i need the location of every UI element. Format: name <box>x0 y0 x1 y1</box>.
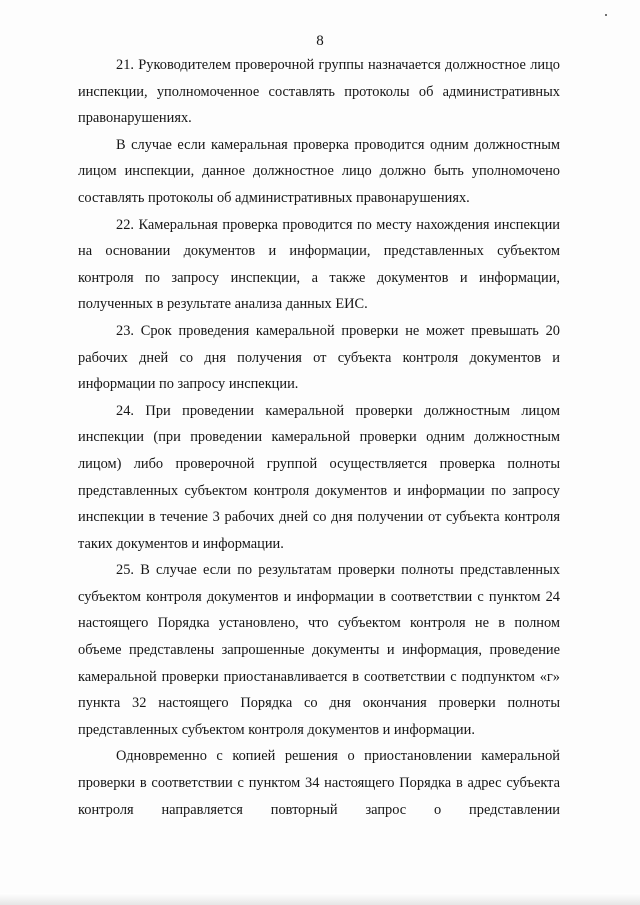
paragraph-25: 25. В случае если по результатам проверки полноты представленных субъектом контроля документов и информации в соответствии с пунктом 24 настоящего Порядка установлено, что субъектом контроля не в полном объеме представлены запрошенные документы и информация, проведение камеральной проверки приостанавливается в соответствии с подпунктом «г» пункта 32 настоящего Порядка со дня окончания проверки полноты представленных субъектом контроля документов и информации. <box>78 562 560 738</box>
paragraph-21-continuation: В случае если камеральная проверка проводится одним должностным лицом инспекции, данное должностное лицо должно быть уполномочено составлять протоколы об административных правонарушениях. <box>78 136 560 206</box>
paragraph-25-continuation: Одновременно с копией решения о приостановлении камеральной проверки в соответствии с пунктом 34 настоящего Порядка в адрес субъекта контроля направляется повторный запрос о представлении <box>78 748 560 818</box>
paragraph-22: 22. Камеральная проверка проводится по месту нахождения инспекции на основании документов и информации, представленных субъектом контроля по запросу инспекции, а также документов и информации, полученных в результате анализа данных ЕИС. <box>78 216 560 313</box>
paragraph-23: 23. Срок проведения камеральной проверки не может превышать 20 рабочих дней со дня получения от субъекта контроля документов и информации по запросу инспекции. <box>78 322 560 393</box>
paragraph-21: 21. Руководителем проверочной группы назначается должностное лицо инспекции, уполномоченное составлять протоколы об административных правонарушениях. <box>78 57 560 127</box>
scan-bottom-edge <box>0 893 640 905</box>
page-number: 8 <box>316 33 324 49</box>
scan-speck <box>605 14 607 16</box>
paragraph-24: 24. При проведении камеральной проверки должностным лицом инспекции (при проведении камеральной проверки одним должностным лицом) либо проверочной группой осуществляется проверка полноты представленных субъектом контроля документов и информации по запросу инспекции в течение 3 рабочих дней со дня получении от субъекта контроля таких документов и информации. <box>78 402 560 552</box>
document-body <box>78 52 560 823</box>
